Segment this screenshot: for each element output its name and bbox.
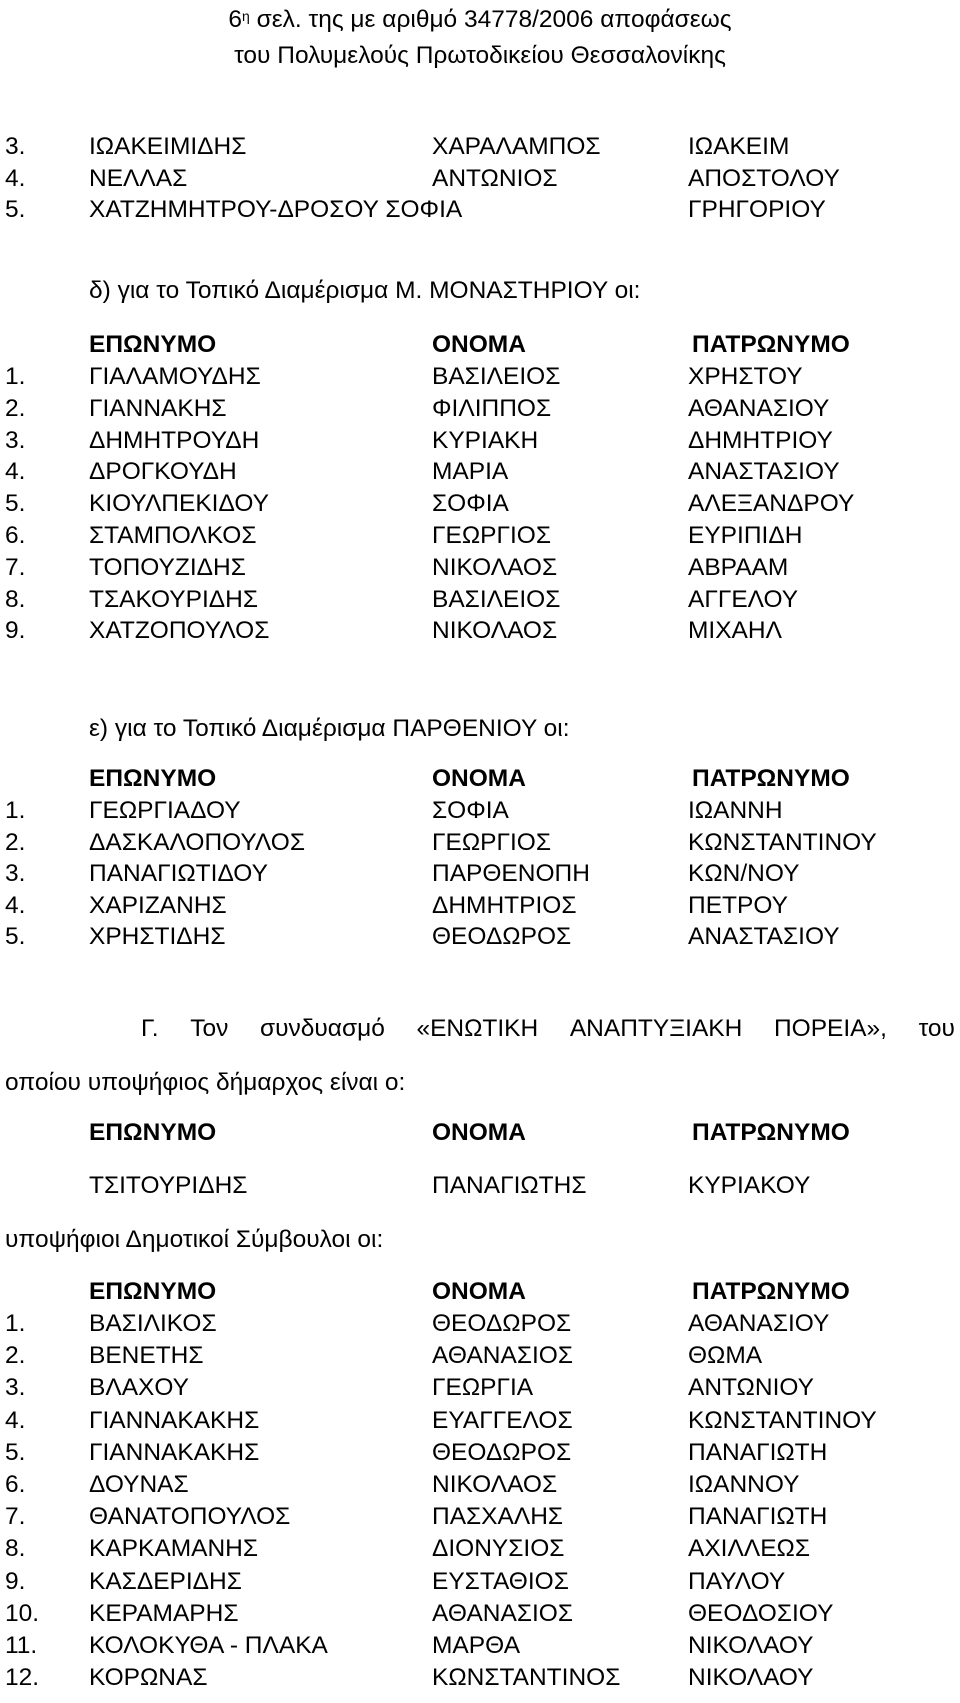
row-number: 4. <box>5 1406 26 1434</box>
heading-word: Γ. <box>141 1015 159 1042</box>
row-surname: ΓΙΑΝΝΑΚΑΚΗΣ <box>89 1438 260 1466</box>
heading-word: συνδυασμό <box>259 1015 385 1042</box>
heading-word: ΠΟΡΕΙΑ», <box>773 1015 887 1042</box>
section-d-title: δ) για το Τοπικό Διαμέρισμα Μ. ΜΟΝΑΣΤΗΡΙΟΥ οι: <box>89 277 641 304</box>
row-number: 3. <box>5 133 26 160</box>
column-header-name: ΟΝΟΜΑ <box>432 331 526 358</box>
row-patronymic: ΚΩΝΣΤΑΝΤΙΝΟΥ <box>688 1406 877 1434</box>
row-name: ΚΥΡΙΑΚΗ <box>432 426 539 454</box>
row-name: ΜΑΡΙΑ <box>432 458 509 486</box>
row-name: ΧΑΡΑΛΑΜΠΟΣ <box>432 133 601 160</box>
row-number: 6. <box>5 1471 26 1498</box>
row-name: ΘΕΟΔΩΡΟΣ <box>432 1438 572 1466</box>
row-name: ΓΕΩΡΓΙΑ <box>432 1374 534 1402</box>
row-patronymic: ΠΑΥΛΟΥ <box>688 1567 786 1595</box>
row-patronymic: ΠΑΝΑΓΙΩΤΗ <box>688 1503 828 1531</box>
row-surname: ΧΑΡΙΖΑΝΗΣ <box>89 891 227 919</box>
column-header-surname: ΕΠΩΝΥΜΟ <box>89 1278 217 1305</box>
row-name: ΔΙΟΝΥΣΙΟΣ <box>432 1535 565 1563</box>
column-header-patronymic: ΠΑΤΡΩΝΥΜΟ <box>692 331 850 358</box>
row-surname: ΣΤΑΜΠΟΛΚΟΣ <box>89 522 257 549</box>
row-surname: ΒΕΝΕΤΗΣ <box>89 1342 204 1370</box>
row-surname: ΒΛΑΧΟΥ <box>89 1374 189 1402</box>
section-g-heading <box>141 1013 955 1045</box>
row-surname: ΓΕΩΡΓΙΑΔΟΥ <box>89 797 241 824</box>
row-patronymic: ΑΘΑΝΑΣΙΟΥ <box>688 394 830 422</box>
row-surname: ΘΑΝΑΤΟΠΟΥΛΟΣ <box>89 1503 291 1531</box>
row-surname: ΚΟΡΩΝΑΣ <box>89 1664 208 1692</box>
row-patronymic: ΜΙΧΑΗΛ <box>688 617 782 645</box>
row-name: ΝΙΚΟΛΑΟΣ <box>432 1471 558 1498</box>
heading-word: Τον <box>190 1015 229 1042</box>
councillors-title: υποψήφιοι Δημοτικοί Σύμβουλοι οι: <box>5 1226 384 1253</box>
row-number: 12. <box>5 1664 40 1692</box>
row-number: 7. <box>5 1503 26 1531</box>
row-surname: ΠΑΝΑΓΙΩΤΙΔΟΥ <box>89 860 268 887</box>
row-number: 5. <box>5 1438 26 1466</box>
column-header-surname: ΕΠΩΝΥΜΟ <box>89 331 217 358</box>
row-number: 1. <box>5 797 26 824</box>
heading-word: του <box>918 1015 955 1042</box>
column-header-surname: ΕΠΩΝΥΜΟ <box>89 765 217 792</box>
row-patronymic: ΕΥΡΙΠΙΔΗ <box>688 522 803 549</box>
row-number: 2. <box>5 1342 26 1370</box>
row-patronymic: ΓΡΗΓΟΡΙΟΥ <box>688 196 826 223</box>
heading-word: «ΕΝΩΤΙΚΗ <box>416 1015 539 1042</box>
row-name: ΚΩΝΣΤΑΝΤΙΝΟΣ <box>432 1664 621 1692</box>
row-name: ΒΑΣΙΛΕΙΟΣ <box>432 585 561 613</box>
row-number: 2. <box>5 394 26 422</box>
row-name: ΠΑΡΘΕΝΟΠΗ <box>432 860 590 887</box>
row-name: ΜΑΡΘΑ <box>432 1632 521 1659</box>
row-name: ΑΝΤΩΝΙΟΣ <box>432 165 558 192</box>
row-patronymic: ΑΒΡΑΑΜ <box>688 553 789 581</box>
header-line-1 <box>0 0 960 38</box>
column-header-name: ΟΝΟΜΑ <box>432 1119 526 1146</box>
row-name: ΘΕΟΔΩΡΟΣ <box>432 923 572 950</box>
row-surname: ΤΟΠΟΥΖΙΔΗΣ <box>89 553 246 581</box>
row-number: 4. <box>5 458 26 486</box>
row-surname: ΤΣΑΚΟΥΡΙΔΗΣ <box>89 585 258 613</box>
column-header-patronymic: ΠΑΤΡΩΝΥΜΟ <box>692 1119 850 1146</box>
row-patronymic: ΑΛΕΞΑΝΔΡΟΥ <box>688 490 855 518</box>
row-number: 5. <box>5 490 26 518</box>
row-patronymic: ΘΕΟΔΟΣΙΟΥ <box>688 1599 834 1627</box>
row-name: ΝΙΚΟΛΑΟΣ <box>432 553 558 581</box>
column-header-patronymic: ΠΑΤΡΩΝΥΜΟ <box>692 1278 850 1305</box>
row-name: ΑΘΑΝΑΣΙΟΣ <box>432 1342 573 1370</box>
row-surname: ΧΑΤΖΟΠΟΥΛΟΣ <box>89 617 270 645</box>
page-number: 6 <box>228 6 242 33</box>
row-name: ΠΑΣΧΑΛΗΣ <box>432 1503 564 1531</box>
row-patronymic: ΑΝΤΩΝΙΟΥ <box>688 1374 814 1402</box>
row-number: 9. <box>5 1567 26 1595</box>
row-surname: ΔΗΜΗΤΡΟΥΔΗ <box>89 426 260 454</box>
row-surname: ΒΑΣΙΛΙΚΟΣ <box>89 1310 217 1337</box>
row-patronymic: ΔΗΜΗΤΡΙΟΥ <box>688 426 833 454</box>
row-name: ΣΟΦΙΑ <box>432 490 509 518</box>
row-name: ΑΘΑΝΑΣΙΟΣ <box>432 1599 573 1627</box>
row-surname: ΤΣΙΤΟΥΡΙΔΗΣ <box>89 1172 248 1199</box>
row-name: ΒΑΣΙΛΕΙΟΣ <box>432 363 561 390</box>
row-surname: ΓΙΑΝΝΑΚΗΣ <box>89 394 227 422</box>
row-patronymic: ΠΑΝΑΓΙΩΤΗ <box>688 1438 828 1466</box>
row-patronymic: ΑΝΑΣΤΑΣΙΟΥ <box>688 458 840 486</box>
row-surname: ΚΕΡΑΜΑΡΗΣ <box>89 1599 239 1627</box>
row-name: ΔΗΜΗΤΡΙΟΣ <box>432 891 577 919</box>
row-number: 5. <box>5 923 26 950</box>
row-number: 2. <box>5 828 26 856</box>
row-surname: ΙΩΑΚΕΙΜΙΔΗΣ <box>89 133 247 160</box>
row-name: ΓΕΩΡΓΙΟΣ <box>432 828 551 856</box>
row-patronymic: ΧΡΗΣΤΟΥ <box>688 363 803 390</box>
row-patronymic: ΘΩΜΑ <box>688 1342 763 1370</box>
heading-word: ΑΝΑΠΤΥΞΙΑΚΗ <box>569 1015 743 1042</box>
row-patronymic: ΑΠΟΣΤΟΛΟΥ <box>688 165 840 192</box>
row-patronymic: ΑΝΑΣΤΑΣΙΟΥ <box>688 923 840 950</box>
row-number: 5. <box>5 196 26 223</box>
row-patronymic: ΑΓΓΕΛΟΥ <box>688 585 799 613</box>
page-header <box>0 0 960 74</box>
row-patronymic: ΙΩΑΚΕΙΜ <box>688 133 790 160</box>
row-patronymic: ΚΩΝ/ΝΟΥ <box>688 860 800 887</box>
row-patronymic: ΙΩΑΝΝΗ <box>688 797 783 824</box>
column-header-name: ΟΝΟΜΑ <box>432 1278 526 1305</box>
row-surname: ΚΑΣΔΕΡΙΔΗΣ <box>89 1567 242 1595</box>
section-e-title: ε) για το Τοπικό Διαμέρισμα ΠΑΡΘΕΝΙΟΥ οι: <box>89 715 570 742</box>
row-number: 4. <box>5 891 26 919</box>
row-patronymic: ΠΕΤΡΟΥ <box>688 891 788 919</box>
column-header-name: ΟΝΟΜΑ <box>432 765 526 792</box>
row-surname: ΧΡΗΣΤΙΔΗΣ <box>89 923 226 950</box>
row-name: ΝΙΚΟΛΑΟΣ <box>432 617 558 645</box>
column-header-surname: ΕΠΩΝΥΜΟ <box>89 1119 217 1146</box>
row-surname: ΚΑΡΚΑΜΑΝΗΣ <box>89 1535 258 1563</box>
row-number: 9. <box>5 617 26 645</box>
row-patronymic: ΚΥΡΙΑΚΟΥ <box>688 1172 811 1199</box>
column-header-patronymic: ΠΑΤΡΩΝΥΜΟ <box>692 765 850 792</box>
row-name: ΕΥΑΓΓΕΛΟΣ <box>432 1406 573 1434</box>
row-number: 6. <box>5 522 26 549</box>
row-name: ΘΕΟΔΩΡΟΣ <box>432 1310 572 1337</box>
row-surname: ΚΟΛΟΚΥΘΑ - ΠΛΑΚΑ <box>89 1632 328 1659</box>
row-patronymic: ΝΙΚΟΛΑΟΥ <box>688 1632 814 1659</box>
court-name: του Πολυμελούς Πρωτοδικείου Θεσσαλονίκης <box>234 42 726 69</box>
row-patronymic: ΝΙΚΟΛΑΟΥ <box>688 1664 814 1692</box>
row-number: 1. <box>5 1310 26 1337</box>
row-patronymic: ΚΩΝΣΤΑΝΤΙΝΟΥ <box>688 828 877 856</box>
row-surname: ΔΑΣΚΑΛΟΠΟΥΛΟΣ <box>89 828 305 856</box>
row-name: ΓΕΩΡΓΙΟΣ <box>432 522 551 549</box>
row-name: ΣΟΦΙΑ <box>432 797 509 824</box>
row-number: 3. <box>5 426 26 454</box>
row-patronymic: ΙΩΑΝΝΟΥ <box>688 1471 800 1498</box>
row-surname: ΔΡΟΓΚΟΥΔΗ <box>89 458 237 486</box>
decision-reference: σελ. της με αριθμό 34778/2006 αποφάσεως <box>249 6 732 33</box>
row-number: 10. <box>5 1599 40 1627</box>
row-patronymic: ΑΘΑΝΑΣΙΟΥ <box>688 1310 830 1337</box>
row-number: 1. <box>5 363 26 390</box>
page-number-suffix: η <box>242 8 250 24</box>
row-name: ΕΥΣΤΑΘΙΟΣ <box>432 1567 569 1595</box>
row-number: 3. <box>5 1374 26 1402</box>
row-number: 4. <box>5 165 26 192</box>
mayor-intro: οποίου υποψήφιος δήμαρχος είναι ο: <box>5 1069 406 1096</box>
row-number: 8. <box>5 1535 26 1563</box>
row-patronymic: ΑΧΙΛΛΕΩΣ <box>688 1535 811 1563</box>
row-surname: ΚΙΟΥΛΠΕΚΙΔΟΥ <box>89 490 269 518</box>
row-surname: ΓΙΑΝΝΑΚΑΚΗΣ <box>89 1406 260 1434</box>
row-surname-name: ΧΑΤΖΗΜΗΤΡΟΥ-ΔΡΟΣΟΥ ΣΟΦΙΑ <box>89 196 463 223</box>
row-surname: ΓΙΑΛΑΜΟΥΔΗΣ <box>89 363 261 390</box>
row-surname: ΝΕΛΛΑΣ <box>89 165 188 192</box>
row-number: 11. <box>5 1632 38 1659</box>
row-number: 3. <box>5 860 26 887</box>
row-number: 8. <box>5 585 26 613</box>
row-name: ΦΙΛΙΠΠΟΣ <box>432 394 552 422</box>
row-number: 7. <box>5 553 26 581</box>
row-name: ΠΑΝΑΓΙΩΤΗΣ <box>432 1172 587 1199</box>
row-surname: ΔΟΥΝΑΣ <box>89 1471 189 1498</box>
